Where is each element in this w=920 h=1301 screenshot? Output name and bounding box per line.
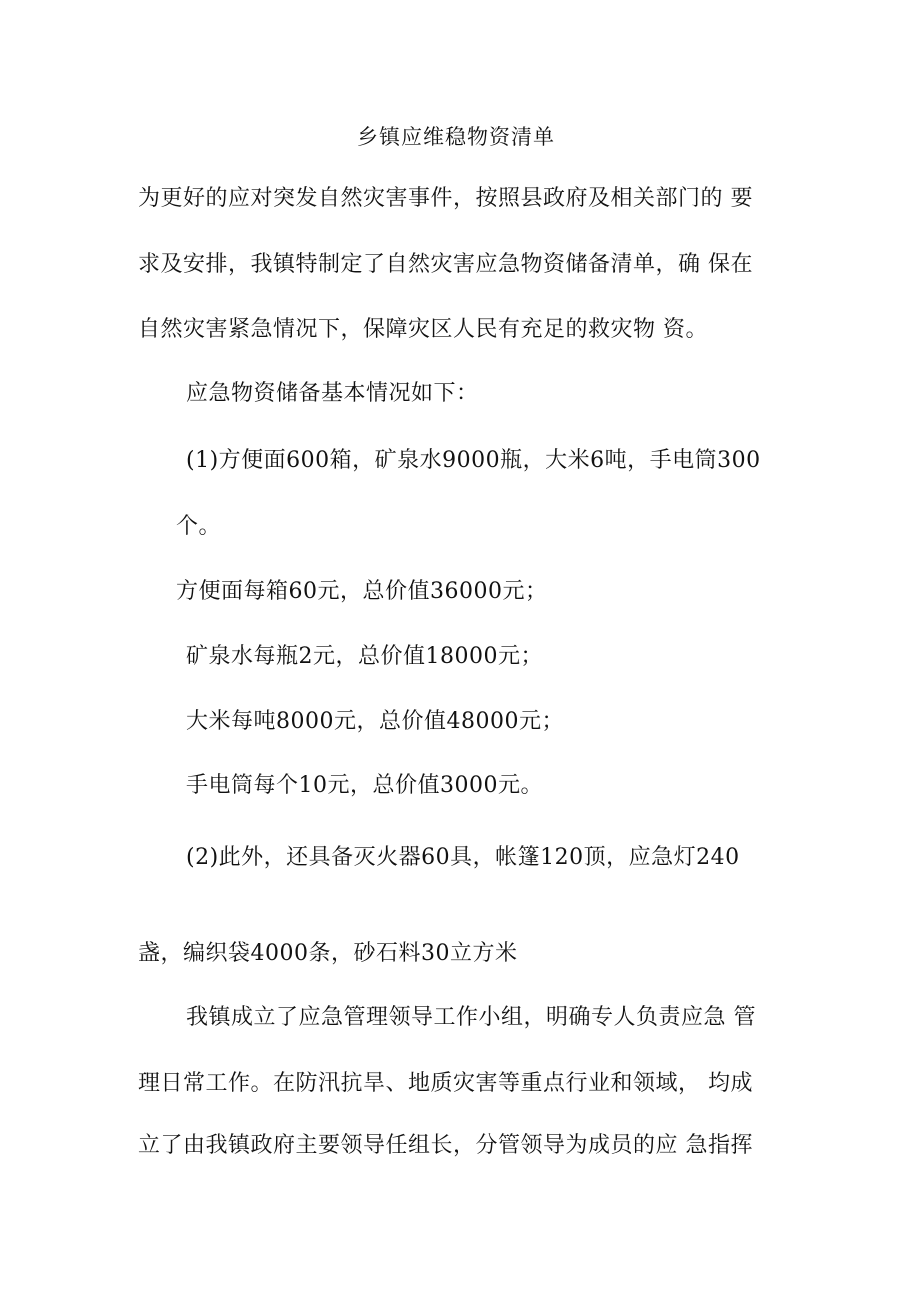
- intro-line-1: 为更好的应对突发自然灾害事件，按照县政府及相关部门的 要: [138, 186, 753, 211]
- price-noodles: 方便面每箱60元，总价值36000元；: [176, 579, 548, 604]
- item1-line-2: 个。: [176, 514, 222, 539]
- price-rice: 大米每吨8000元，总价值48000元；: [186, 709, 564, 734]
- closing-line-3: 立了由我镇政府主要领导任组长，分管领导为成员的应 急指挥: [138, 1133, 753, 1158]
- price-water: 矿泉水每瓶2元，总价值18000元；: [186, 644, 543, 669]
- closing-line-1: 我镇成立了应急管理领导工作小组，明确专人负责应急 管: [186, 1005, 756, 1030]
- intro-line-3: 自然灾害紧急情况下，保障灾区人民有充足的救灾物 资。: [138, 317, 708, 342]
- item2-line-2: 盏，编织袋4000条，砂石料30立方米: [138, 941, 518, 966]
- item1-line-1: (1)方便面600箱，矿泉水9000瓶，大米6吨，手电筒300: [186, 448, 761, 473]
- item2-line-1: (2)此外，还具备灭火器60具，帐篷120顶，应急灯240: [186, 845, 740, 870]
- closing-line-2: 理日常工作。在防汛抗旱、地质灾害等重点行业和领域， 均成: [138, 1071, 753, 1096]
- document-title: 乡镇应维稳物资清单: [357, 125, 555, 149]
- price-flashlight: 手电筒每个10元，总价值3000元。: [186, 773, 543, 798]
- intro-line-2: 求及安排，我镇特制定了自然灾害应急物资储备清单，确 保在: [138, 252, 753, 277]
- basic-heading: 应急物资储备基本情况如下：: [186, 381, 479, 406]
